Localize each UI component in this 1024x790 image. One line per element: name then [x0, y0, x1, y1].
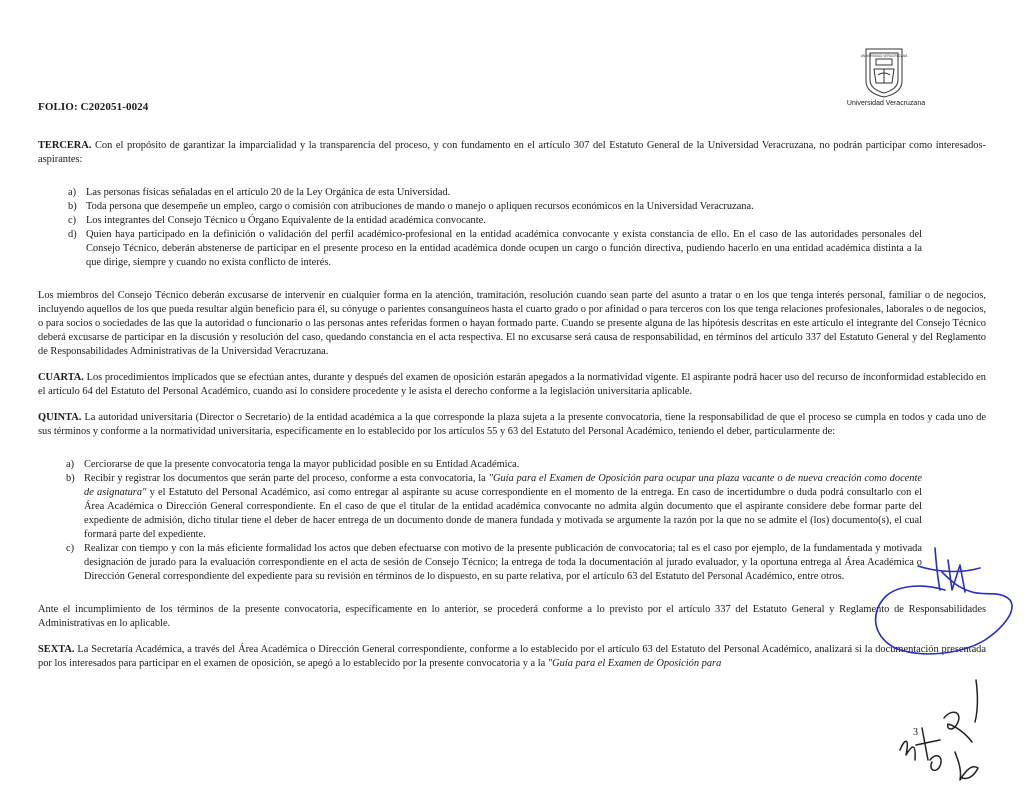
list-item-text: Quien haya participado en la definición o validación del perfil académico-profesional en la entidad académica convocante y exista constancia de ello. En el caso de las autoridades personales del Consejo Técnico, deberán abstenerse de participar en el presente proceso en la entidad académica donde ocupen un cargo o función directiva, pudiendo hacerlo en una entidad académica distinta a la que dirige, siempre y cuando no exista conflicto de interés.: [86, 229, 922, 268]
page-number: 3: [913, 727, 918, 738]
list-item: [38, 472, 922, 542]
tercera-paragraph: [38, 139, 986, 167]
cuarta-heading: CUARTA.: [38, 372, 84, 383]
tercera-list: [38, 186, 986, 270]
guide-title: "Guía para el Examen de Oposición para ocupar una plaza vacante o de nueva creación como docente de asignatura": [84, 473, 922, 498]
tercera-intro: Con el propósito de garantizar la imparcialidad y la transparencia del proceso, y con fundamento en el artículo 307 del Estatuto General de la Universidad Veracruzana, no podrán participar como interesados-aspirantes:: [38, 140, 986, 165]
university-seal-logo: [852, 45, 916, 99]
list-marker: b): [66, 473, 75, 484]
tercera-heading: TERCERA.: [38, 140, 92, 151]
list-marker: a): [66, 459, 75, 470]
list-item-text-cont: y el Estatuto del Personal Académico, así como entregar al aspirante su acuse correspondiente en el momento de la entrega. En caso de incertidumbre o duda podrá consultarlo con el Área Académica o Dirección General correspondiente. En el caso de que el titular de la entidad académica convocante no admita algún documento que el aspirante considere debe formar parte del expediente de admisión, dicho titular tiene el deber de hacer entrega de un documento donde de manera fundada y motivada se argumente la razón por la que no se admite el (los) documento(s), el cual formará parte del expediente.: [84, 487, 922, 540]
list-item-text: Realizar con tiempo y con la más eficiente formalidad los actos que deben efectuarse con motivo de la presente publicación de convocatoria; tal es el caso por ejemplo, de la fundamentada y motivada designación de jurado para la evaluación correspondiente en el acta de sesión de Consejo Técnico; la entrega de toda la documentación al jurado evaluador, y la oportuna entrega al Área Académica o Dirección General correspondiente del expediente para su revisión en términos de lo dispuesto, en su parte relativa, por el artículo 63 del Estatuto del Personal Académico, entre otros.: [84, 543, 922, 582]
list-item: [38, 542, 922, 584]
sexta-heading: SEXTA.: [38, 644, 75, 655]
list-item: [38, 228, 922, 270]
list-item: [38, 186, 922, 200]
ante-paragraph: Ante el incumplimiento de los términos de la presente convocatoria, específicamente en lo anterior, se procederá conforme a lo previsto por el artículo 337 del Estatuto General y Reglamento de Responsabilidades Administrativas en lo aplicable.: [38, 604, 986, 629]
list-marker: d): [68, 229, 77, 240]
quinta-intro: La autoridad universitaria (Director o Secretario) de la entidad académica a la que corresponde la plaza sujeta a la presente convocatoria, tiene la responsabilidad de que el proceso se cumpla en todos y cada uno de sus términos y conforme a la normatividad universitaria, específicamente en lo establecido por los artículos 55 y 63 del Estatuto del Personal Académico, teniendo el deber, particularmente de:: [38, 412, 986, 437]
folio-number: FOLIO: C202051-0024: [38, 101, 149, 113]
cuarta-text: Los procedimientos implicados que se efectúan antes, durante y después del examen de oposición estarán apegados a la normatividad vigente. El aspirante podrá hacer uso del recurso de inconformidad establecido en el artículo 64 del Estatuto del Personal Académico, cuando así lo considere procedente y le asista el derecho conforme a la legislación universitaria aplicable.: [38, 372, 986, 397]
list-marker: a): [68, 187, 77, 198]
list-item: [38, 200, 922, 214]
list-item-text: Cerciorarse de que la presente convocatoria tenga la mayor publicidad posible en su Entidad Académica.: [84, 459, 520, 470]
sexta-text: La Secretaría Académica, a través del Área Académica o Dirección General correspondiente, conforme a lo establecido por el artículo 63 del Estatuto del Personal Académico, analizará si la documentación presentada por los interesados para participar en el examen de oposición, se apegó a lo establecido por la presente convocatoria y a la: [38, 644, 986, 669]
sexta-paragraph: [38, 643, 986, 671]
quinta-list: [38, 458, 986, 584]
seal-ring-text: UNIVERSIDAD VERACRUZANA: [860, 54, 908, 58]
list-marker: b): [68, 201, 77, 212]
cuarta-paragraph: [38, 371, 986, 399]
university-name-caption: Universidad Veracruzana: [846, 100, 926, 107]
list-item: [38, 458, 922, 472]
sexta-guide-title: "Guía para el Examen de Oposición para: [547, 658, 722, 669]
list-item-text: Recibir y registrar los documentos que serán parte del proceso, conforme a esta convocatoria, la: [84, 473, 489, 484]
list-marker: c): [68, 215, 77, 226]
quinta-heading: QUINTA.: [38, 412, 82, 423]
list-item-text: Las personas físicas señaladas en el artículo 20 de la Ley Orgánica de esta Universidad.: [86, 187, 451, 198]
list-item-text: Toda persona que desempeñe un empleo, cargo o comisión con atribuciones de mando o manejo o apliquen recursos económicos en la Universidad Veracruzana.: [86, 201, 754, 212]
quinta-paragraph: [38, 411, 986, 439]
miembros-paragraph: Los miembros del Consejo Técnico deberán excusarse de intervenir en cualquier forma en la atención, tramitación, resolución cuando sean parte del asunto a tratar o en los que tenga interés personal, familiar o de negocios, incluyendo aquellos de los que pueda resultar algún beneficio para él, su cónyuge o parientes consanguíneos hasta el cuarto grado o por afinidad o para terceros con los que tenga relaciones profesionales, laborales o de negocios, o para socios o sociedades de las que la autoridad o funcionario o las personas antes referidas formen o hayan formado parte. Cuando se presente alguna de las hipótesis descritas en este artículo el integrante del Consejo Técnico deberá excusarse de participar en la discusión y resolución del caso, quedando constancia en el acta respectiva. El no excusarse será causa de responsabilidad, en términos del artículo 337 del Estatuto General y del Reglamento de Responsabilidades Administrativas de la Universidad Veracruzana.: [38, 290, 986, 357]
list-marker: c): [66, 543, 75, 554]
list-item-text: Los integrantes del Consejo Técnico u Órgano Equivalente de la entidad académica convocante.: [86, 215, 486, 226]
document-body: [38, 139, 986, 671]
list-item: [38, 214, 922, 228]
